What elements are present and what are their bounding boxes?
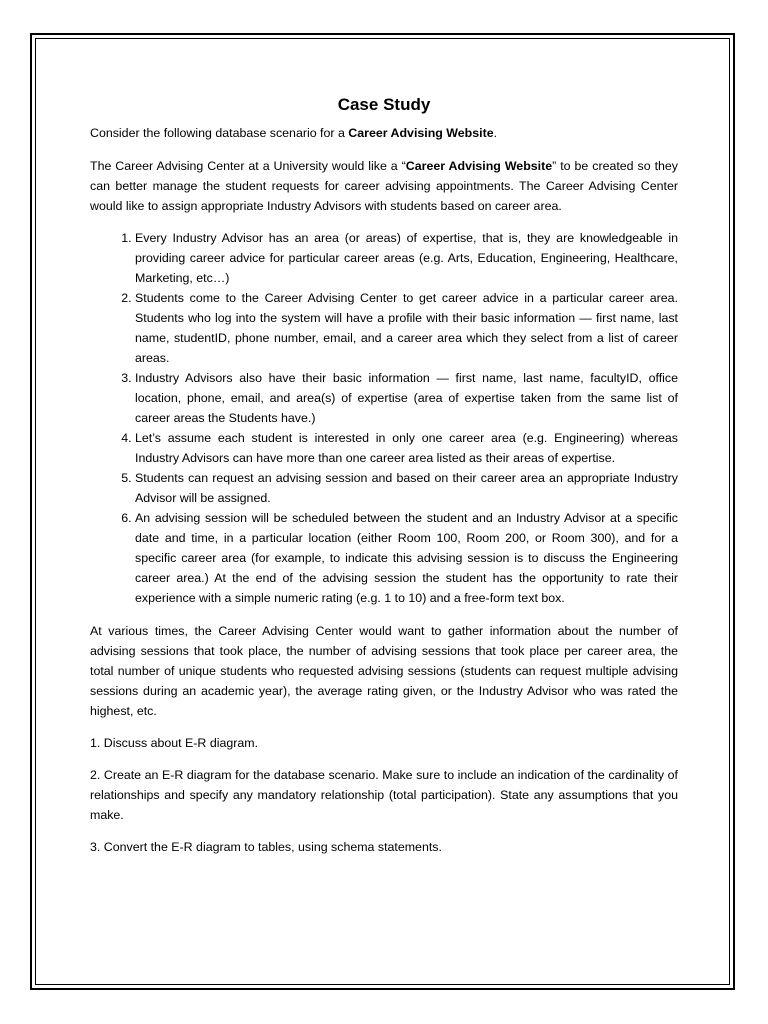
list-item: 5. Students can request an advising session and based on their career area an appropriate Industry Advisor will be assigned. [135,468,678,508]
requirements-list [90,228,678,608]
list-item: 2. Students come to the Career Advising Center to get career advice in a particular career area. Students who log into the system will have a profile with their basic information — first name, last name, studentID, phone number, email, and a career area which they select from a list of career areas. [135,288,678,368]
scenario-paragraph [90,156,678,216]
question-1: 1. Discuss about E-R diagram. [90,736,259,750]
intro-paragraph [90,123,678,143]
scenario-bold-text: Career Advising Website [405,159,553,173]
document-title: Case Study [337,95,431,114]
scenario-text-start: The Career Advising Center at a University would like a “ [90,159,406,173]
list-item: 4. Let’s assume each student is interested in only one career area (e.g. Engineering) whereas Industry Advisors can have more than one career area listed as their areas of expertise. [135,428,678,468]
intro-bold-text: Career Advising Website [348,126,494,140]
intro-end: . [493,126,498,140]
list-item: 3. Industry Advisors also have their basic information — first name, last name, facultyID, office location, phone, email, and area(s) of expertise (area of expertise taken from the same list of career areas the Students have.) [135,368,678,428]
question-3: 3. Convert the E-R diagram to tables, using schema statements. [90,840,442,854]
reporting-paragraph: At various times, the Career Advising Center would want to gather information about the number of advising sessions that took place, the number of advising sessions that took place per career area, the total number of unique students who requested advising sessions (students can request multiple advising sessions during an academic year), the average rating given, or the Industry Advisor who was rated the highest, etc. [90,624,678,718]
intro-text: Consider the following database scenario for a [90,126,349,140]
question-2: 2. Create an E-R diagram for the database scenario. Make sure to include an indication of the cardinality of relationships and specify any mandatory relationship (total participation). State any assumptions that you make. [90,768,678,822]
list-item: 1. Every Industry Advisor has an area (or areas) of expertise, that is, they are knowledgeable in providing career advice for particular career areas (e.g. Arts, Education, Engineering, Healthcare, Marketing, etc…) [135,228,678,288]
list-item: 6. An advising session will be scheduled between the student and an Industry Advisor at a specific date and time, in a particular location (either Room 100, Room 200, or Room 300), and for a specific career area (for example, to indicate this advising session is to discuss the Engineering career area.) At the end of the advising session the student has the opportunity to rate their experience with a simple numeric rating (e.g. 1 to 10) and a free-form text box. [135,508,678,608]
scenario-text-end: ” to be created so they can better manage the student requests for career advising appointments. The Career Advising Center would like to assign appropriate Industry Advisors with students based on career area. [90,159,679,213]
document-body [90,93,678,869]
